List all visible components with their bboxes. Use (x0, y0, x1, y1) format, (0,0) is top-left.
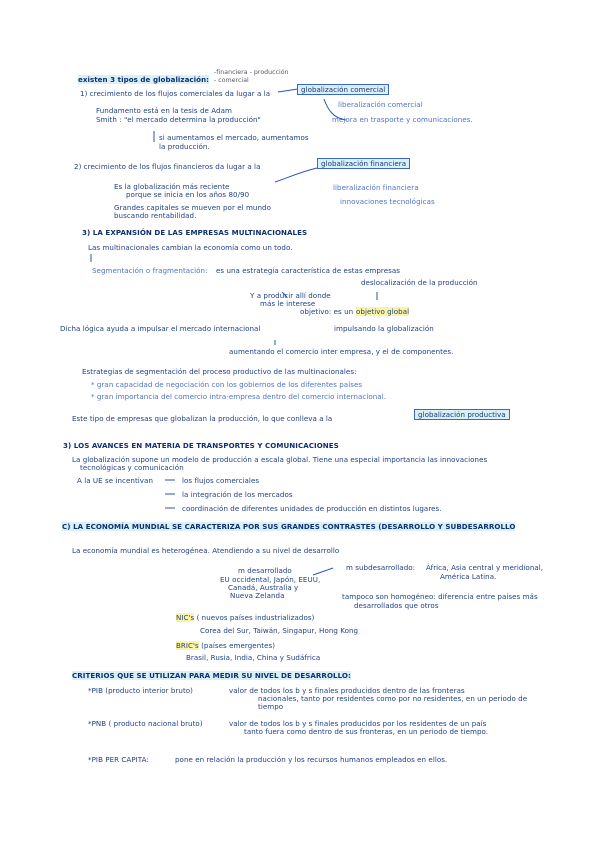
globalizacion-modelo-1: La globalización supone un modelo de producción a escala global. Tiene una especial importancia las innovaciones (72, 455, 488, 464)
pnb-label: *PNB ( producto nacional bruto) (88, 719, 203, 728)
pnb-def-1: valor de todos los b y s finales producidos por los residentes de un país (229, 719, 487, 728)
pnb-def-2: tanto fuera como dentro de sus fronteras, en un periodo de tiempo. (244, 727, 489, 736)
reason-liberalizacion-financiera: liberalización financiera (333, 183, 419, 192)
pib-per-capita-label: *PIB PER CAPITA: (88, 755, 149, 764)
reason-mejora-transporte: mejora en trasporte y comunicaciones. (332, 115, 473, 124)
nics-highlight: NIC's (176, 613, 195, 622)
box-globalizacion-productiva: globalización productiva (414, 409, 510, 420)
section-3-header: 3) LOS AVANCES EN MATERIA DE TRANSPORTES Y COMUNICACIONES (63, 441, 339, 450)
box-globalizacion-comercial: globalización comercial (297, 84, 389, 95)
criterios-header: CRITERIOS QUE SE UTILIZAN PARA MEDIR SU NIVEL DE DESARROLLO: (72, 671, 351, 680)
fundamento-line-1: Fundamento está en la tesis de Adam (96, 106, 232, 115)
estrategia-2: * gran importancia del comercio intra-empresa dentro del comercio internacional. (91, 392, 387, 401)
arrow-to-subdesarrollado (313, 568, 333, 575)
tampoco-homogeneo-2: desarrollados que otros (354, 601, 439, 610)
estrategias-title: Estrategias de segmentación del proceso productivo de las multinacionales: (82, 367, 357, 376)
fundamento-line-3: si aumentamos el mercado, aumentamos (159, 133, 309, 142)
subdesarrollado-list-2: América Latina. (440, 572, 497, 581)
pib-def-3: tiempo (258, 702, 284, 711)
desarrollado-label: m desarrollado (238, 566, 292, 575)
ue-item-2: la integración de los mercados (182, 490, 293, 499)
multinacionales-line: Las multinacionales cambian la economía como un todo. (88, 243, 293, 252)
estrategia-1: * gran capacidad de negociación con los gobiernos de los diferentes países (91, 380, 363, 389)
nics-line: NIC's ( nuevos países industrializados) (176, 613, 315, 622)
section-header-types: existen 3 tipos de globalización: (78, 75, 210, 84)
tipo-empresas: Este tipo de empresas que globalizan la producción, lo que conlleva a la (72, 414, 333, 423)
section-c-header: C) LA ECONOMÍA MUNDIAL SE CARACTERIZA POR SUS GRANDES CONTRASTES (DESARROLLO Y SUBDESARROLLO (62, 522, 516, 531)
producir-1: Y a producir allí donde (250, 291, 331, 300)
point-2: 2) crecimiento de los flujos financieros da lugar a la (74, 162, 261, 171)
brics-highlight: BRIC's (176, 641, 199, 650)
types-note-1: -financiera - producción (214, 69, 289, 76)
types-note-2: - comercial (214, 77, 249, 84)
box-globalizacion-financiera: globalización financiera (317, 158, 410, 169)
capitales-2: buscando rentabilidad. (114, 211, 197, 220)
globalizacion-modelo-2: tecnológicas y comunicación (80, 463, 184, 472)
globalizacion-reciente-2: porque se inicia en los años 80/90 (126, 190, 250, 199)
globalizacion-reciente-1: Es la globalización más reciente (114, 182, 230, 191)
aumentando-comercio: aumentando el comercio inter empresa, y el de componentes. (229, 347, 454, 356)
producir-2: más le interese (260, 299, 316, 308)
deslocalizacion: deslocalización de la producción (361, 278, 478, 287)
ue-item-1: los flujos comerciales (182, 476, 260, 485)
objetivo-global-highlight: objetivo global (356, 307, 410, 316)
dicha-logica: Dicha lógica ayuda a impulsar el mercado internacional (60, 324, 261, 333)
pib-def-2: nacionales, tanto por residentes como por no residentes, en un periodo de (258, 694, 528, 703)
pib-label: *PIB (producto interior bruto) (88, 686, 193, 695)
nics-countries: Corea del Sur, Taiwán, Singapur, Hong Kong (200, 626, 359, 635)
reason-liberalizacion-comercial: liberalización comercial (338, 100, 423, 109)
pib-per-capita-def: pone en relación la producción y los recursos humanos empleados en ellos. (175, 755, 448, 764)
impulsando-globalizacion: impulsando la globalización (334, 324, 434, 333)
subdesarrollado-list-1: África, Asia central y meridional, (426, 563, 544, 572)
desarrollado-list-3: Nueva Zelanda (230, 591, 285, 600)
arrow-to-globalizacion-comercial (278, 89, 298, 92)
capitales-1: Grandes capitales se mueven por el mundo (114, 203, 271, 212)
segmentacion-label: Segmentación o fragmentación: (92, 266, 208, 275)
subdesarrollado-label: m subdesarrollado: (346, 563, 416, 572)
ue-item-3: coordinación de diferentes unidades de producción en distintos lugares. (182, 504, 442, 513)
fundamento-line-4: la producción. (159, 142, 210, 151)
tampoco-homogeneo-1: tampoco son homogéneo: diferencia entre países más (342, 592, 538, 601)
economia-heterogenea: La economía mundial es heterogénea. Atendiendo a su nivel de desarrollo (72, 546, 340, 555)
brics-line: BRIC's (países emergentes) (176, 641, 276, 650)
fundamento-line-2: Smith : "el mercado determina la producción" (96, 115, 261, 124)
reason-innovaciones: innovaciones tecnológicas (340, 197, 435, 206)
desarrollado-list-2: Canadá, Australia y (228, 583, 299, 592)
ue-incentivan: A la UE se incentivan (77, 476, 153, 485)
desarrollado-list-1: EU occidental, Japón, EEUU, (220, 575, 321, 584)
arrow-to-es-la-globalizacion (275, 168, 317, 182)
objetivo-prefix: objetivo: es un (300, 307, 354, 316)
point-3-header: 3) LA EXPANSIÓN DE LAS EMPRESAS MULTINACIONALES (82, 228, 308, 237)
point-1: 1) crecimiento de los flujos comerciales da lugar a la (80, 89, 271, 98)
brics-countries: Brasil, Rusia, India, China y Sudáfrica (186, 653, 321, 662)
pib-def-1: valor de todos los b y s finales producidos dentro de las fronteras (229, 686, 465, 695)
segmentacion-rest: es una estrategia característica de estas empresas (216, 266, 401, 275)
